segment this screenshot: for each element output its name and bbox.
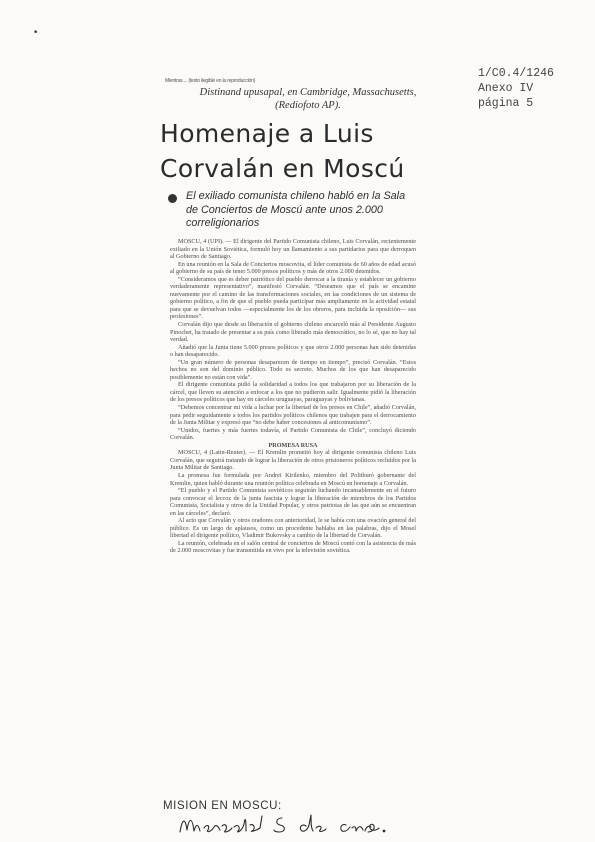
article-paragraph: Al acto que Corvalán y otros oradores con anterioridad, le se había con una ovación general del público. Es un largo de aplausos, como un procedente hablaba en las palabras, dijo el Mosel libertad el dirigente político, Vladimir Bukovsky a cambio de la libertad de Corvalán.: [170, 517, 416, 540]
article-paragraph: En una reunión en la Sala de Conciertos moscovita, el líder comunista de 60 años de edad acusó al gobierno de su país de tener 5.000 presos políticos y más de otros 2.000 detenidos.: [170, 260, 416, 276]
article-paragraph: MOSCU, 4 (UPI). — El dirigente del Partido Comunista chileno, Luis Corvalán, recientemente exiliado en la Unión Soviética, formuló hoy un llamamiento a sus partidarios para que derroquen al Gobierno de Santiago.: [170, 238, 416, 261]
headline-line-2: Corvalán en Moscú: [160, 154, 405, 183]
article-paragraph: La reunión, celebrada en el salón central de conciertos de Moscú contó con la asistencia de más de 2.000 moscovitas y fue transmitida en vivo por la televisión soviética.: [170, 539, 416, 555]
footer-title: MISION EN MOSCU:: [163, 800, 282, 812]
article-paragraph: Corvalán dijo que desde su liberación el gobierno chileno encarceló más al Presidente Augusto Pinochet, ha tratado de presentar a su país como liberado más democrático, no lo sé, que no hay tal verdad.: [170, 321, 416, 344]
bullet-icon: [168, 194, 177, 203]
corner-mark: •: [33, 28, 39, 38]
headline: [160, 116, 480, 186]
archive-reference-annex: Anexo IV: [478, 82, 534, 95]
section-subheading: PROMESA RUSA: [268, 441, 318, 449]
article-paragraph: “Consideramos que es deber patriótico del pueblo derrocar a la tiranía y establecer un gobierno verdaderamente representativo”, manifestó Corvalán. “Deseamos que el país se encamine nuevamente por el camino de las transformaciones sociales, en las condiciones de un sistema de gobierno político, a fin de que el pueblo pueda participar más ampliamente en la actividad estatal para que se devuelvan todos —especialmente los de los obreros, para incluida la oposición— sus profesiones”.: [170, 275, 416, 321]
article-paragraph: El dirigente comunista pidió la solidaridad a todos los que trabajaron por su liberación de la cárcel, que lleven su atención a enfocar a los que no pudieron salir. Igualmente pidió la liberación de los presos políticos que hay en cárceles uruguayas, paraguayas y bolivianas.: [170, 381, 416, 404]
article-paragraph: MOSCU, 4 (Latin-Reuter). — El Kremlin prometió hoy al dirigente comunista chileno Luis Corvalán, que seguirá tratando de lograr la liberación de otros prisioneros políticos recluidos por la Junta Militar de Santiago.: [170, 449, 416, 472]
article-body: [170, 238, 416, 555]
archive-reference-code: 1/C0.4/1246: [478, 67, 554, 80]
handwritten-date: [176, 810, 406, 838]
article-paragraph: La promesa fue formulada por Andrei Kirilenko, miembro del Politburó gobernante del Kremlin, quien habló durante una reunión política celebrada en Moscú en homenaje a Corvalán.: [170, 471, 416, 487]
article-paragraph: “Unidos, fuertes y más fuertes todavía, el Partido Comunista de Chile”, concluyó diciendo Corvalán.: [170, 426, 416, 442]
photo-caption: Distinand upusapal, en Cambridge, Massachusetts, (Rediofoto AP).: [199, 87, 417, 111]
article-paragraph: “El pueblo y el Partido Comunista soviéticos seguirán luchando incansablemente en el futuro para convocar el leccoz de la junta fascista y lograr la liberación de miembros de los Partidos Comunista, Socialista y otros de la Unidad Popular, y otros patriotas de las que aún se encuentran en las cárceles”, declaró.: [170, 487, 416, 517]
archive-reference-page: página 5: [478, 97, 534, 110]
article-paragraph: Añadió que la Junta tiene 5.000 presos políticos y que otros 2.000 personas han sido detenidas o han desaparecido.: [170, 343, 416, 359]
headline-line-1: Homenaje a Luis: [160, 119, 374, 148]
photo-caption-top-line: Mientras ... (texto ilegible en la reproducción): [165, 78, 256, 84]
subheadline: El exiliado comunista chileno habló en la Sala de Conciertos de Moscú ante unos 2.000 correligionarios: [186, 190, 406, 229]
archive-reference: [478, 66, 554, 111]
article-paragraph: “Debemos concentrar mi vida a luchar por la libertad de los presos en Chile”, añadió Corvalán, para pedir seguidamente a todos los partidos políticos chilenos que trabajen para el derrocamiento de la Junta Militar y expresó que “no debe haber concesiones al anticomunismo”.: [170, 404, 416, 427]
article-paragraph: “Un gran número de personas desaparecen de tiempo en tiempo”, precisó Corvalán. “Estos hechos no son del dominio público. Todo es secreto. Muchos de los que han desaparecido posiblemente no están con vida”.: [170, 358, 416, 381]
